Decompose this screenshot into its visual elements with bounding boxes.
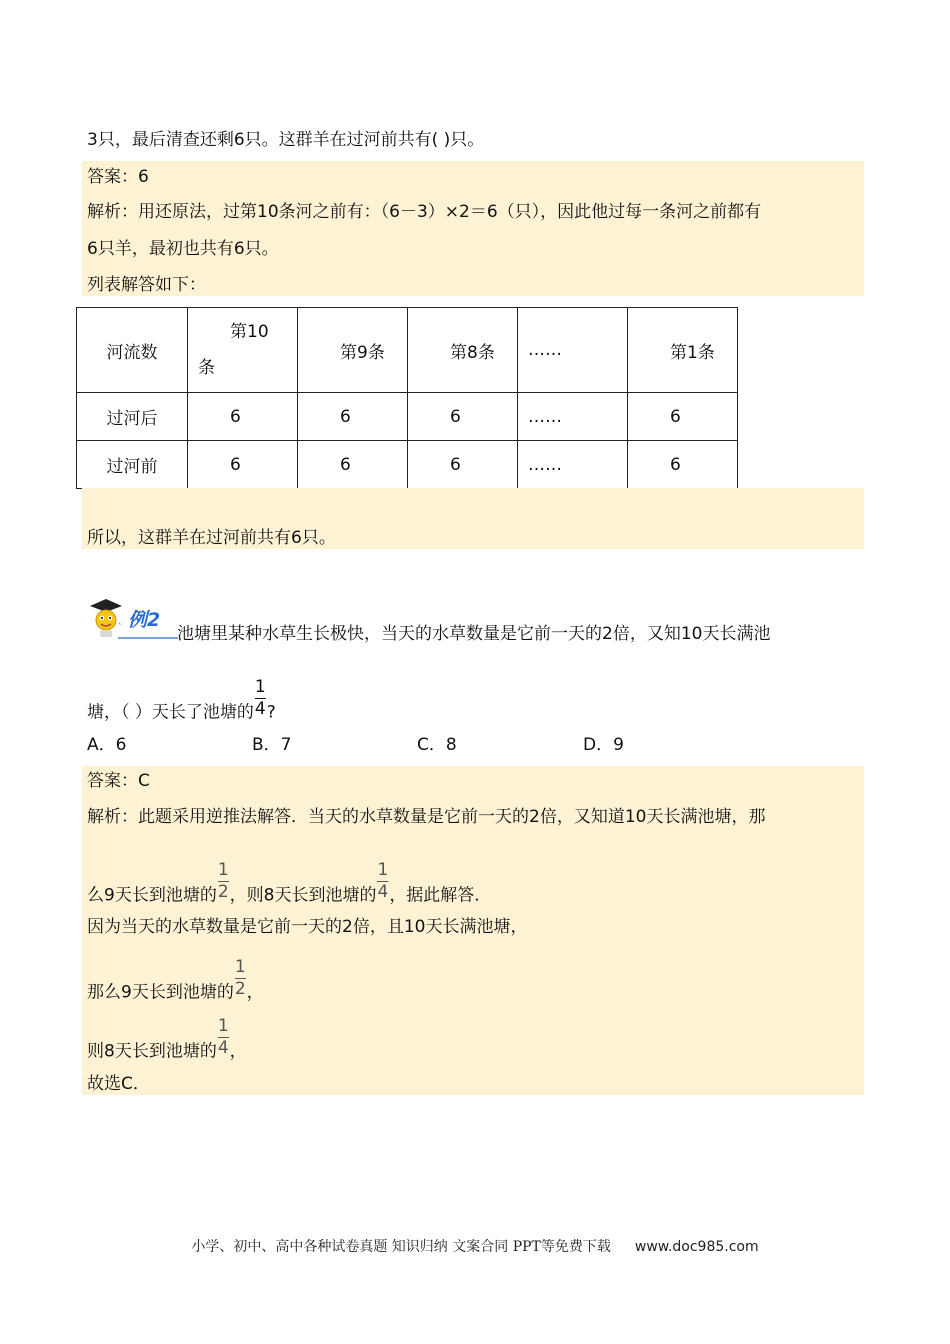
table-intro: 列表解答如下： <box>87 275 206 295</box>
fraction-quarter: $\frac{1}{4}$ <box>377 860 389 902</box>
analysis-1-line-1: 解析：用还原法，过第10条河之前有：（6－3）×2＝6（只），因此他过每一条河之前都有 <box>87 202 762 222</box>
table-header-col-4: …… <box>518 308 628 393</box>
example-mascot-icon <box>88 596 178 642</box>
table-cell: 6 <box>340 406 351 427</box>
svg-text:、: 、 <box>118 617 128 627</box>
table-cell: 6 <box>230 454 241 475</box>
analysis-2-line-2: 么9天长到池塘的 $\frac{1}{2}$ ，则8天长到池塘的 $\frac{1}{4}$ ，据此解答． <box>87 860 492 906</box>
question-1-tail: 3只，最后清查还剩6只。这群羊在过河前共有( )只。 <box>87 130 485 150</box>
table-row <box>77 441 738 489</box>
footer-text: 小学、初中、高中各种试卷真题 知识归纳 文案合同 PPT等免费下载 <box>191 1239 611 1255</box>
table-header-10-part1: 第10 <box>230 322 269 342</box>
conclusion-1: 所以，这群羊在过河前共有6只。 <box>87 528 336 548</box>
choice-d: D．9 <box>583 735 624 755</box>
answer-2: 答案：C <box>87 771 150 791</box>
analysis-2-line-5: 则8天长到池塘的 $\frac{1}{4}$ ， <box>87 1016 247 1062</box>
table-row <box>77 393 738 441</box>
table-header-col-3: 第8条 <box>408 308 518 393</box>
choice-a: A．6 <box>87 735 127 755</box>
table-cell: 6 <box>670 406 681 427</box>
table-cell: 6 <box>450 454 461 475</box>
fraction-half: $\frac{1}{2}$ <box>217 860 229 902</box>
footer-site-link[interactable]: www.doc985.com <box>634 1239 759 1255</box>
fraction-quarter: $\frac{1}{4}$ <box>217 1016 229 1058</box>
table-cell: …… <box>528 454 562 475</box>
table-header-col-2: 第9条 <box>298 308 408 393</box>
table-cell: 6 <box>450 406 461 427</box>
example-2-stem-line-1: 池塘里某种水草生长极快，当天的水草数量是它前一天的2倍，又知10天长满池 <box>177 624 771 644</box>
table-cell: …… <box>528 406 562 427</box>
river-table <box>76 307 738 489</box>
answer-1: 答案：6 <box>87 167 149 187</box>
example-2-stem-line-2: 塘，（ ）天长了池塘的 $\frac{1}{4}$ ? <box>87 677 276 723</box>
fraction-quarter: $\frac{1}{4}$ <box>254 677 266 719</box>
analysis-2-line-3: 因为当天的水草数量是它前一天的2倍，且10天长满池塘， <box>87 917 528 937</box>
analysis-1-line-2: 6只羊，最初也共有6只。 <box>87 239 279 259</box>
fraction-half: $\frac{1}{2}$ <box>234 957 246 999</box>
table-header-col-1 <box>188 308 298 393</box>
table-cell: 6 <box>340 454 351 475</box>
table-cell: 6 <box>670 454 681 475</box>
analysis-2-line-6: 故选C． <box>87 1074 150 1094</box>
table-cell: 6 <box>230 406 241 427</box>
table-header-col-5: 第1条 <box>628 308 738 393</box>
analysis-2-line-1: 解析：此题采用逆推法解答．当天的水草数量是它前一天的2倍，又知道10天长满池塘，那 <box>87 807 766 827</box>
table-header-10-part2: 条 <box>198 358 215 378</box>
analysis-2-line-4: 那么9天长到池塘的 $\frac{1}{2}$ ， <box>87 957 264 1003</box>
table-header-rivers: 河流数 <box>77 308 188 393</box>
choice-c: C．8 <box>417 735 457 755</box>
row-label-before: 过河前 <box>77 441 188 489</box>
page-footer <box>0 1236 950 1256</box>
choice-b: B．7 <box>252 735 292 755</box>
row-label-after: 过河后 <box>77 393 188 441</box>
svg-text:例2: 例2 <box>128 609 161 631</box>
